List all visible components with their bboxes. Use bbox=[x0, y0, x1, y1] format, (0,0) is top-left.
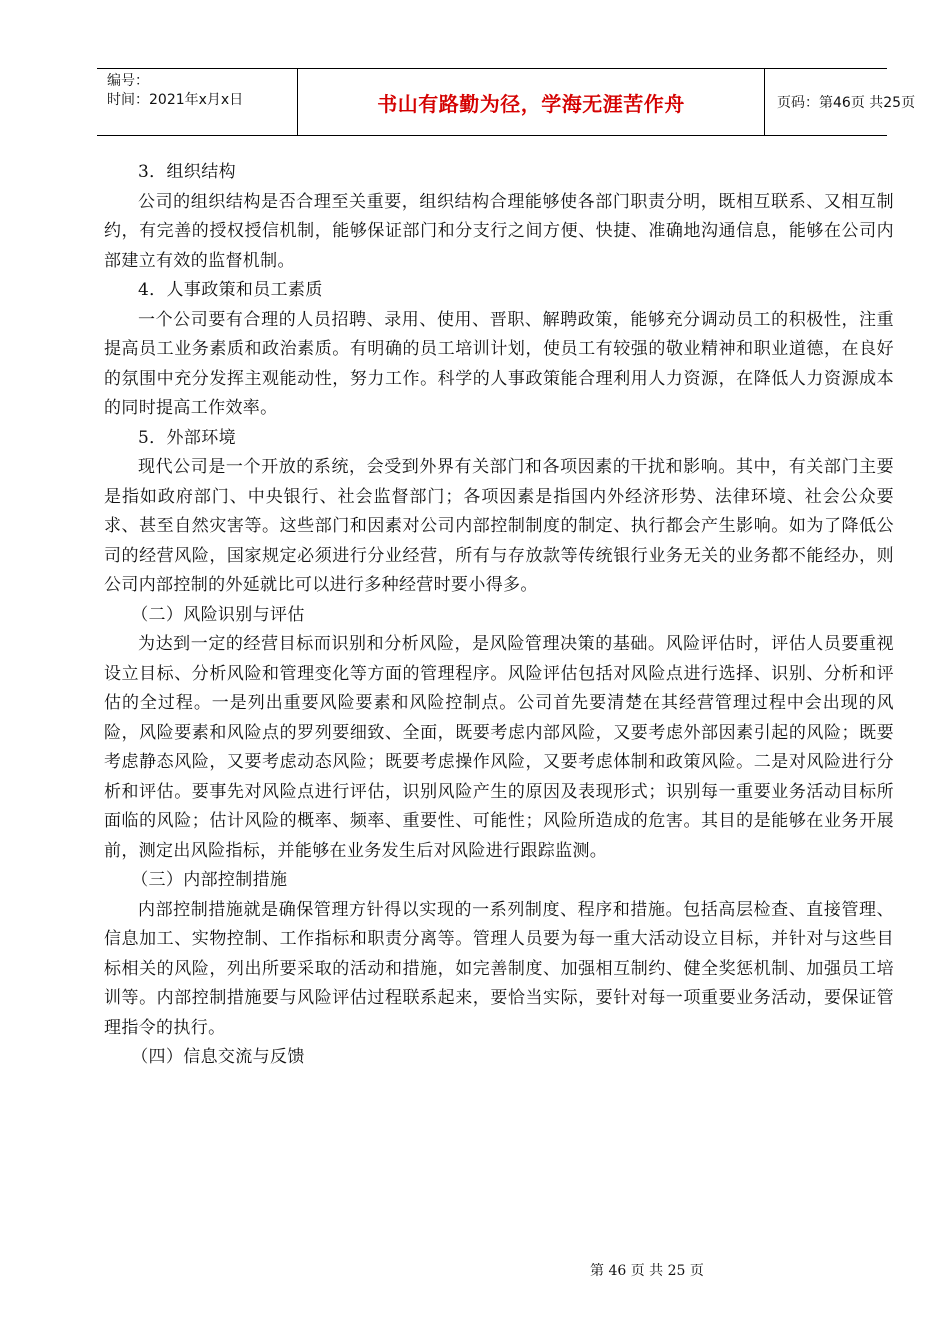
section-heading-external-environment: 5．外部环境 bbox=[138, 427, 236, 448]
paragraph-organization: 公司的组织结构是否合理至关重要，组织结构合理能够使各部门职责分明，既相互联系、又相互制约，有完善的授权授信机制，能够保证部门和分支行之间方便、快捷、准确地沟通信息，能够在公司内部建立有效的监督机制。 bbox=[104, 191, 894, 271]
page-header bbox=[97, 68, 916, 136]
section-heading-risk-assessment: （二）风险识别与评估 bbox=[131, 604, 305, 625]
document-time-label: 时间：2021年x月x日 bbox=[107, 92, 244, 108]
page-footer: 第 46 页 共 25 页 bbox=[590, 1263, 704, 1279]
section-heading-personnel: 4．人事政策和员工素质 bbox=[138, 280, 323, 300]
section-heading-organization: 3．组织结构 bbox=[138, 162, 236, 182]
header-meta bbox=[97, 69, 297, 135]
document-number-label: 编号： bbox=[107, 73, 149, 89]
header-page-info: 页码：第46页 共25页 bbox=[777, 95, 916, 111]
section-heading-information-feedback: （四）信息交流与反馈 bbox=[131, 1047, 305, 1067]
header-motto: 书山有路勤为径，学海无涯苦作舟 bbox=[297, 69, 765, 135]
section-heading-control-measures: （三）内部控制措施 bbox=[131, 870, 288, 890]
paragraph-personnel: 一个公司要有合理的人员招聘、录用、使用、晋职、解聘政策，能够充分调动员工的积极性，注重提高员工业务素质和政治素质。有明确的员工培训计划，使员工有较强的敬业精神和职业道德，在良好的氛围中充分发挥主观能动性，努力工作。科学的人事政策能合理利用人力资源，在降低人力资源成本的同时提高工作效率。 bbox=[104, 309, 894, 418]
document-body bbox=[104, 158, 894, 1073]
paragraph-external-environment: 现代公司是一个开放的系统，会受到外界有关部门和各项因素的干扰和影响。其中，有关部门主要是指如政府部门、中央银行、社会监督部门；各项因素是指国内外经济形势、法律环境、社会公众要求、甚至自然灾害等。这些部门和因素对公司内部控制制度的制定、执行都会产生影响。如为了降低公司的经营风险，国家规定必须进行分业经营，所有与存放款等传统银行业务无关的业务都不能经办，则公司内部控制的外延就比可以进行多种经营时要小得多。 bbox=[104, 457, 894, 595]
paragraph-control-measures: 内部控制措施就是确保管理方针得以实现的一系列制度、程序和措施。包括高层检查、直接管理、信息加工、实物控制、工作指标和职责分离等。管理人员要为每一重大活动设立目标，并针对与这些目标相关的风险，列出所要采取的活动和措施，如完善制度、加强相互制约、健全奖惩机制、加强员工培训等。内部控制措施要与风险评估过程联系起来，要恰当实际，要针对每一项重要业务活动，要保证管理指令的执行。 bbox=[104, 899, 894, 1038]
paragraph-risk-assessment: 为达到一定的经营目标而识别和分析风险，是风险管理决策的基础。风险评估时，评估人员要重视设立目标、分析风险和管理变化等方面的管理程序。风险评估包括对风险点进行选择、识别、分析和评估的全过程。一是列出重要风险要素和风险控制点。公司首先要清楚在其经营管理过程中会出现的风险，风险要素和风险点的罗列要细致、全面，既要考虑内部风险，又要考虑外部因素引起的风险；既要考虑静态风险，又要考虑动态风险；既要考虑操作风险，又要考虑体制和政策风险。二是对风险进行分析和评估。要事先对风险点进行评估，识别风险产生的原因及表现形式；识别每一重要业务活动目标所面临的风险；估计风险的概率、频率、重要性、可能性；风险所造成的危害。其目的是能够在业务开展前，测定出风险指标，并能够在业务发生后对风险进行跟踪监测。 bbox=[104, 634, 894, 861]
